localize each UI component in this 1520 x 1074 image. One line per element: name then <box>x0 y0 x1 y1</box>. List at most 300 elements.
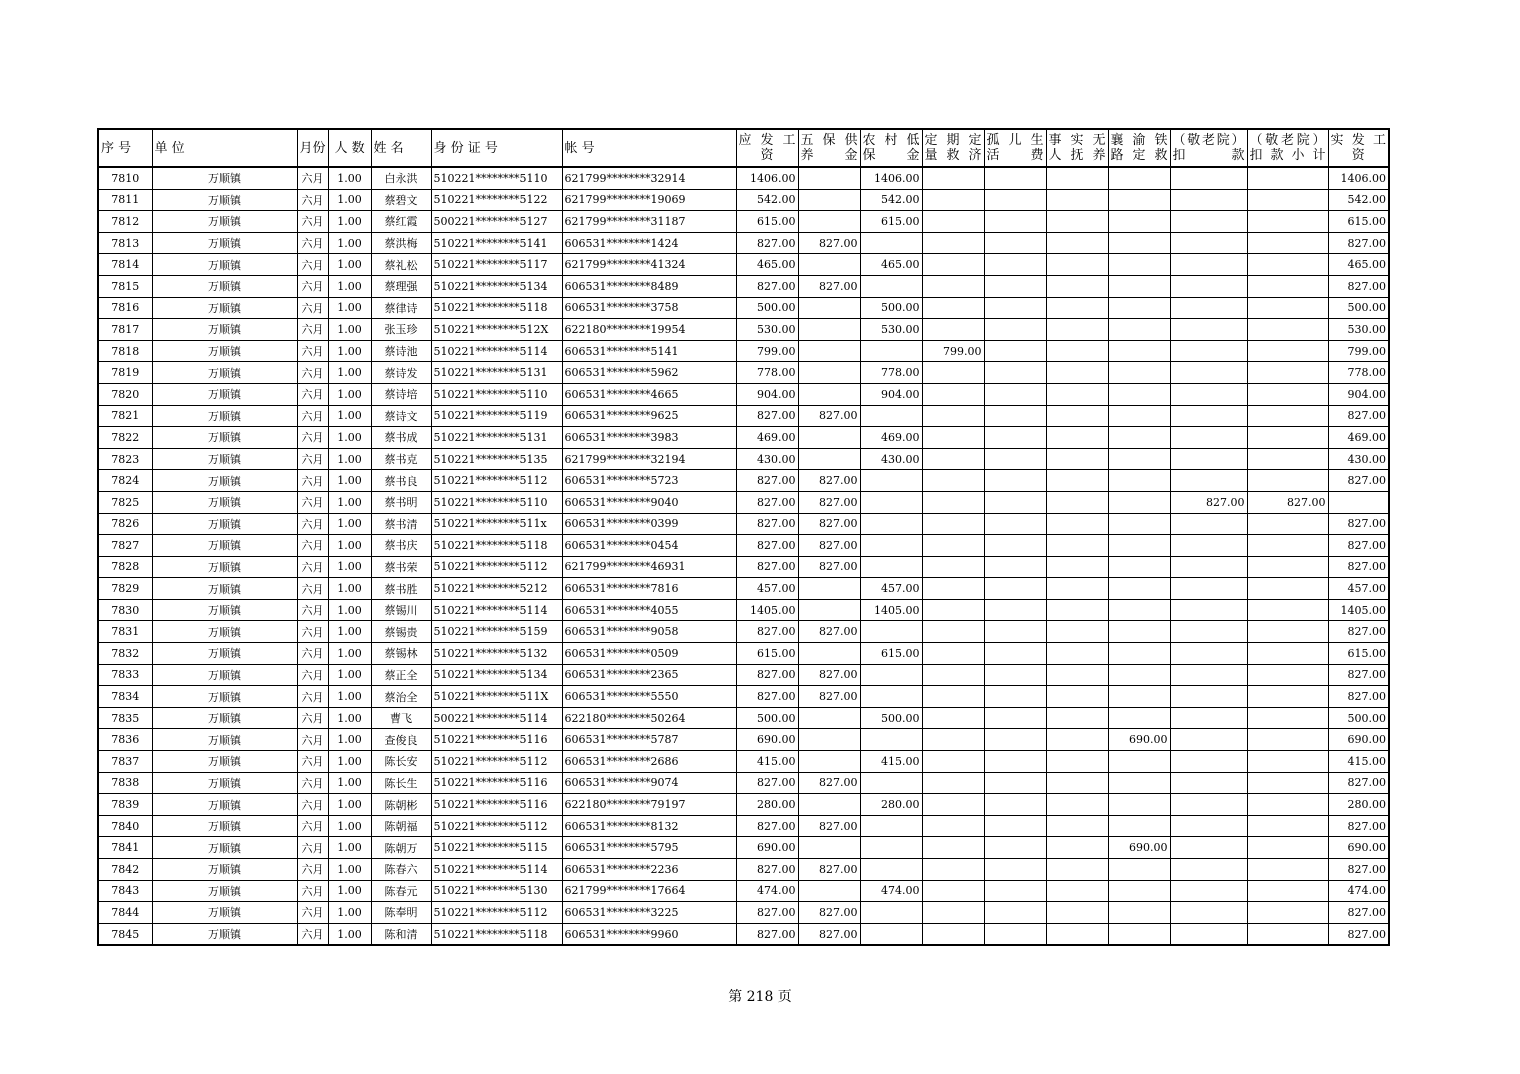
cell-account: 606531********5962 <box>562 362 736 384</box>
cell-relief <box>922 383 984 405</box>
cell-account: 606531********2236 <box>562 859 736 881</box>
header-relief: 定 期 定 量 救 济 <box>922 129 984 167</box>
cell-net-pay: 500.00 <box>1328 707 1389 729</box>
cell-name: 蔡诗培 <box>371 383 431 405</box>
cell-id-number: 510221********5132 <box>431 643 562 665</box>
cell-orphan <box>984 362 1046 384</box>
cell-dibao: 615.00 <box>860 643 922 665</box>
cell-seq: 7822 <box>98 427 152 449</box>
cell-unit: 万顺镇 <box>152 643 297 665</box>
cell-name: 蔡书明 <box>371 491 431 513</box>
cell-wubao <box>798 211 860 233</box>
cell-name: 蔡治全 <box>371 686 431 708</box>
cell-month: 六月 <box>297 470 328 492</box>
cell-dibao <box>860 535 922 557</box>
cell-orphan <box>984 340 1046 362</box>
cell-count: 1.00 <box>328 621 371 643</box>
table-row <box>98 232 1389 254</box>
cell-payable: 827.00 <box>736 686 798 708</box>
cell-unsupported <box>1046 275 1108 297</box>
cell-deduction <box>1170 297 1247 319</box>
cell-relief <box>922 427 984 449</box>
cell-deduction <box>1170 772 1247 794</box>
cell-relief <box>922 578 984 600</box>
cell-unit: 万顺镇 <box>152 535 297 557</box>
cell-net-pay: 615.00 <box>1328 211 1389 233</box>
cell-unit: 万顺镇 <box>152 405 297 427</box>
cell-month: 六月 <box>297 664 328 686</box>
cell-seq: 7833 <box>98 664 152 686</box>
cell-wubao: 827.00 <box>798 621 860 643</box>
cell-payable: 827.00 <box>736 902 798 924</box>
cell-railway <box>1108 621 1170 643</box>
cell-unsupported <box>1046 448 1108 470</box>
cell-railway <box>1108 707 1170 729</box>
cell-deduction <box>1170 362 1247 384</box>
cell-seq: 7821 <box>98 405 152 427</box>
cell-relief <box>922 837 984 859</box>
cell-railway <box>1108 902 1170 924</box>
cell-railway <box>1108 448 1170 470</box>
cell-relief <box>922 535 984 557</box>
cell-unit: 万顺镇 <box>152 448 297 470</box>
cell-seq: 7819 <box>98 362 152 384</box>
cell-relief <box>922 470 984 492</box>
cell-wubao <box>798 448 860 470</box>
header-row <box>98 129 1389 167</box>
cell-relief <box>922 794 984 816</box>
cell-unsupported <box>1046 729 1108 751</box>
cell-dibao: 457.00 <box>860 578 922 600</box>
cell-railway <box>1108 427 1170 449</box>
cell-payable: 690.00 <box>736 729 798 751</box>
cell-deduction <box>1170 621 1247 643</box>
cell-month: 六月 <box>297 578 328 600</box>
cell-name: 陈和清 <box>371 923 431 945</box>
cell-orphan <box>984 751 1046 773</box>
cell-seq: 7823 <box>98 448 152 470</box>
header-unsupported: 事 实 无 人 抚 养 <box>1046 129 1108 167</box>
cell-railway <box>1108 405 1170 427</box>
cell-wubao <box>798 340 860 362</box>
cell-id-number: 500221********5127 <box>431 211 562 233</box>
cell-count: 1.00 <box>328 470 371 492</box>
cell-unsupported <box>1046 578 1108 600</box>
cell-deduction <box>1170 664 1247 686</box>
cell-net-pay: 827.00 <box>1328 232 1389 254</box>
cell-payable: 457.00 <box>736 578 798 600</box>
cell-orphan <box>984 837 1046 859</box>
cell-deduction-subtotal <box>1247 427 1328 449</box>
cell-name: 陈奉明 <box>371 902 431 924</box>
cell-seq: 7812 <box>98 211 152 233</box>
cell-seq: 7844 <box>98 902 152 924</box>
cell-name: 蔡书庆 <box>371 535 431 557</box>
cell-name: 蔡书胜 <box>371 578 431 600</box>
cell-relief <box>922 275 984 297</box>
cell-id-number: 510221********5116 <box>431 772 562 794</box>
cell-railway <box>1108 686 1170 708</box>
cell-account: 606531********9058 <box>562 621 736 643</box>
cell-dibao <box>860 275 922 297</box>
cell-net-pay: 457.00 <box>1328 578 1389 600</box>
cell-count: 1.00 <box>328 189 371 211</box>
cell-orphan <box>984 427 1046 449</box>
cell-wubao <box>798 707 860 729</box>
cell-id-number: 510221********5114 <box>431 340 562 362</box>
cell-account: 606531********9074 <box>562 772 736 794</box>
cell-name: 蔡锡林 <box>371 643 431 665</box>
table-row <box>98 362 1389 384</box>
cell-account: 606531********9960 <box>562 923 736 945</box>
cell-count: 1.00 <box>328 535 371 557</box>
cell-deduction <box>1170 513 1247 535</box>
table-row <box>98 815 1389 837</box>
cell-net-pay: 1406.00 <box>1328 167 1389 189</box>
cell-deduction <box>1170 556 1247 578</box>
cell-relief <box>922 362 984 384</box>
header-payable: 应 发 工 资 <box>736 129 798 167</box>
cell-deduction <box>1170 643 1247 665</box>
cell-deduction-subtotal <box>1247 643 1328 665</box>
cell-month: 六月 <box>297 643 328 665</box>
table-row <box>98 880 1389 902</box>
cell-account: 606531********5723 <box>562 470 736 492</box>
cell-net-pay: 904.00 <box>1328 383 1389 405</box>
welfare-payment-table <box>97 128 1390 946</box>
table-row <box>98 686 1389 708</box>
cell-unit: 万顺镇 <box>152 707 297 729</box>
cell-id-number: 510221********5141 <box>431 232 562 254</box>
cell-deduction-subtotal <box>1247 340 1328 362</box>
table-row <box>98 599 1389 621</box>
cell-name: 陈朝彬 <box>371 794 431 816</box>
cell-account: 606531********0399 <box>562 513 736 535</box>
cell-payable: 827.00 <box>736 621 798 643</box>
cell-orphan <box>984 275 1046 297</box>
cell-net-pay: 690.00 <box>1328 729 1389 751</box>
header-railway: 襄 渝 铁 路 定 救 <box>1108 129 1170 167</box>
cell-orphan <box>984 707 1046 729</box>
cell-month: 六月 <box>297 923 328 945</box>
cell-railway <box>1108 535 1170 557</box>
cell-unsupported <box>1046 664 1108 686</box>
cell-deduction-subtotal <box>1247 254 1328 276</box>
cell-unsupported <box>1046 556 1108 578</box>
cell-seq: 7842 <box>98 859 152 881</box>
cell-seq: 7826 <box>98 513 152 535</box>
cell-wubao <box>798 189 860 211</box>
cell-deduction-subtotal <box>1247 707 1328 729</box>
cell-unsupported <box>1046 794 1108 816</box>
cell-unsupported <box>1046 383 1108 405</box>
cell-unsupported <box>1046 923 1108 945</box>
cell-payable: 415.00 <box>736 751 798 773</box>
cell-month: 六月 <box>297 621 328 643</box>
cell-account: 606531********5787 <box>562 729 736 751</box>
cell-dibao <box>860 556 922 578</box>
cell-orphan <box>984 923 1046 945</box>
cell-count: 1.00 <box>328 340 371 362</box>
cell-name: 陈朝福 <box>371 815 431 837</box>
cell-orphan <box>984 319 1046 341</box>
cell-month: 六月 <box>297 902 328 924</box>
cell-net-pay: 430.00 <box>1328 448 1389 470</box>
cell-id-number: 510221********5112 <box>431 751 562 773</box>
cell-seq: 7838 <box>98 772 152 794</box>
cell-dibao <box>860 837 922 859</box>
cell-relief <box>922 599 984 621</box>
cell-payable: 1405.00 <box>736 599 798 621</box>
cell-deduction <box>1170 686 1247 708</box>
cell-railway <box>1108 232 1170 254</box>
cell-orphan <box>984 254 1046 276</box>
cell-relief <box>922 686 984 708</box>
cell-account: 621799********31187 <box>562 211 736 233</box>
cell-month: 六月 <box>297 859 328 881</box>
cell-payable: 615.00 <box>736 211 798 233</box>
cell-railway <box>1108 578 1170 600</box>
cell-payable: 827.00 <box>736 491 798 513</box>
cell-month: 六月 <box>297 599 328 621</box>
cell-name: 蔡锡川 <box>371 599 431 621</box>
cell-deduction <box>1170 815 1247 837</box>
cell-unsupported <box>1046 297 1108 319</box>
cell-id-number: 510221********5112 <box>431 902 562 924</box>
cell-name: 蔡锡贵 <box>371 621 431 643</box>
cell-net-pay: 415.00 <box>1328 751 1389 773</box>
cell-seq: 7816 <box>98 297 152 319</box>
cell-account: 622180********79197 <box>562 794 736 816</box>
cell-dibao: 778.00 <box>860 362 922 384</box>
cell-name: 陈春元 <box>371 880 431 902</box>
cell-net-pay: 690.00 <box>1328 837 1389 859</box>
cell-payable: 280.00 <box>736 794 798 816</box>
cell-name: 张玉珍 <box>371 319 431 341</box>
cell-seq: 7827 <box>98 535 152 557</box>
cell-unit: 万顺镇 <box>152 751 297 773</box>
cell-railway <box>1108 923 1170 945</box>
cell-account: 621799********19069 <box>562 189 736 211</box>
cell-orphan <box>984 383 1046 405</box>
cell-orphan <box>984 491 1046 513</box>
cell-deduction-subtotal <box>1247 211 1328 233</box>
cell-railway <box>1108 340 1170 362</box>
cell-net-pay: 542.00 <box>1328 189 1389 211</box>
cell-deduction <box>1170 837 1247 859</box>
cell-orphan <box>984 686 1046 708</box>
cell-name: 陈长安 <box>371 751 431 773</box>
cell-unit: 万顺镇 <box>152 578 297 600</box>
cell-wubao <box>798 643 860 665</box>
cell-relief <box>922 491 984 513</box>
cell-net-pay: 530.00 <box>1328 319 1389 341</box>
cell-count: 1.00 <box>328 254 371 276</box>
table-row <box>98 340 1389 362</box>
cell-name: 蔡书清 <box>371 513 431 535</box>
cell-account: 606531********0509 <box>562 643 736 665</box>
header-month: 月份 <box>297 129 328 167</box>
cell-railway <box>1108 599 1170 621</box>
cell-deduction-subtotal <box>1247 167 1328 189</box>
cell-deduction <box>1170 599 1247 621</box>
cell-unit: 万顺镇 <box>152 923 297 945</box>
cell-month: 六月 <box>297 794 328 816</box>
cell-deduction-subtotal <box>1247 880 1328 902</box>
cell-payable: 827.00 <box>736 815 798 837</box>
cell-count: 1.00 <box>328 729 371 751</box>
cell-deduction <box>1170 275 1247 297</box>
cell-orphan <box>984 448 1046 470</box>
cell-count: 1.00 <box>328 837 371 859</box>
cell-name: 蔡书良 <box>371 470 431 492</box>
cell-month: 六月 <box>297 275 328 297</box>
cell-account: 606531********7816 <box>562 578 736 600</box>
cell-id-number: 510221********5159 <box>431 621 562 643</box>
cell-relief <box>922 923 984 945</box>
cell-id-number: 510221********5118 <box>431 535 562 557</box>
cell-name: 陈朝万 <box>371 837 431 859</box>
cell-unsupported <box>1046 189 1108 211</box>
cell-month: 六月 <box>297 815 328 837</box>
cell-wubao <box>798 319 860 341</box>
cell-month: 六月 <box>297 232 328 254</box>
cell-account: 606531********9040 <box>562 491 736 513</box>
cell-id-number: 510221********5212 <box>431 578 562 600</box>
cell-count: 1.00 <box>328 556 371 578</box>
cell-payable: 827.00 <box>736 405 798 427</box>
cell-unsupported <box>1046 362 1108 384</box>
cell-dibao: 465.00 <box>860 254 922 276</box>
cell-count: 1.00 <box>328 491 371 513</box>
cell-month: 六月 <box>297 535 328 557</box>
cell-wubao <box>798 751 860 773</box>
cell-payable: 827.00 <box>736 535 798 557</box>
cell-net-pay <box>1328 491 1389 513</box>
cell-deduction-subtotal <box>1247 599 1328 621</box>
cell-unsupported <box>1046 837 1108 859</box>
cell-payable: 1406.00 <box>736 167 798 189</box>
cell-net-pay: 827.00 <box>1328 275 1389 297</box>
header-wubao: 五 保 供 养 金 <box>798 129 860 167</box>
cell-name: 蔡书克 <box>371 448 431 470</box>
cell-month: 六月 <box>297 383 328 405</box>
cell-railway: 690.00 <box>1108 729 1170 751</box>
cell-month: 六月 <box>297 686 328 708</box>
cell-unit: 万顺镇 <box>152 427 297 449</box>
cell-name: 白永洪 <box>371 167 431 189</box>
cell-id-number: 510221********5114 <box>431 599 562 621</box>
cell-id-number: 510221********5135 <box>431 448 562 470</box>
cell-deduction-subtotal <box>1247 859 1328 881</box>
table-row <box>98 167 1389 189</box>
cell-seq: 7832 <box>98 643 152 665</box>
cell-month: 六月 <box>297 491 328 513</box>
cell-deduction <box>1170 232 1247 254</box>
cell-month: 六月 <box>297 405 328 427</box>
cell-relief <box>922 232 984 254</box>
table-row <box>98 859 1389 881</box>
cell-month: 六月 <box>297 167 328 189</box>
cell-deduction-subtotal <box>1247 815 1328 837</box>
cell-seq: 7840 <box>98 815 152 837</box>
cell-account: 606531********5550 <box>562 686 736 708</box>
cell-deduction-subtotal <box>1247 448 1328 470</box>
cell-unsupported <box>1046 319 1108 341</box>
cell-relief <box>922 189 984 211</box>
cell-unsupported <box>1046 491 1108 513</box>
cell-payable: 778.00 <box>736 362 798 384</box>
cell-deduction-subtotal <box>1247 232 1328 254</box>
cell-unit: 万顺镇 <box>152 556 297 578</box>
cell-railway <box>1108 491 1170 513</box>
cell-name: 蔡碧文 <box>371 189 431 211</box>
cell-railway <box>1108 211 1170 233</box>
cell-id-number: 510221********5116 <box>431 794 562 816</box>
cell-account: 606531********3758 <box>562 297 736 319</box>
cell-unit: 万顺镇 <box>152 815 297 837</box>
cell-count: 1.00 <box>328 362 371 384</box>
cell-payable: 827.00 <box>736 470 798 492</box>
table-row <box>98 297 1389 319</box>
cell-seq: 7837 <box>98 751 152 773</box>
cell-month: 六月 <box>297 751 328 773</box>
cell-railway <box>1108 189 1170 211</box>
cell-net-pay: 827.00 <box>1328 686 1389 708</box>
cell-month: 六月 <box>297 448 328 470</box>
cell-unit: 万顺镇 <box>152 772 297 794</box>
cell-deduction <box>1170 535 1247 557</box>
cell-unsupported <box>1046 427 1108 449</box>
cell-unsupported <box>1046 880 1108 902</box>
cell-deduction-subtotal <box>1247 902 1328 924</box>
cell-orphan <box>984 470 1046 492</box>
cell-seq: 7814 <box>98 254 152 276</box>
cell-unsupported <box>1046 621 1108 643</box>
cell-deduction-subtotal <box>1247 621 1328 643</box>
cell-name: 蔡律诗 <box>371 297 431 319</box>
cell-orphan <box>984 405 1046 427</box>
cell-dibao <box>860 340 922 362</box>
cell-account: 606531********9625 <box>562 405 736 427</box>
cell-seq: 7820 <box>98 383 152 405</box>
cell-wubao: 827.00 <box>798 513 860 535</box>
cell-railway <box>1108 362 1170 384</box>
cell-payable: 827.00 <box>736 232 798 254</box>
cell-month: 六月 <box>297 772 328 794</box>
cell-account: 606531********0454 <box>562 535 736 557</box>
cell-dibao <box>860 405 922 427</box>
cell-relief <box>922 815 984 837</box>
page-number: 第 218 页 <box>728 989 792 1005</box>
table-row <box>98 405 1389 427</box>
cell-seq: 7825 <box>98 491 152 513</box>
cell-name: 蔡诗池 <box>371 340 431 362</box>
cell-unit: 万顺镇 <box>152 275 297 297</box>
table-row <box>98 621 1389 643</box>
cell-id-number: 510221********5130 <box>431 880 562 902</box>
cell-dibao <box>860 232 922 254</box>
cell-account: 621799********32194 <box>562 448 736 470</box>
cell-month: 六月 <box>297 556 328 578</box>
cell-id-number: 510221********5110 <box>431 383 562 405</box>
cell-deduction <box>1170 923 1247 945</box>
cell-unit: 万顺镇 <box>152 621 297 643</box>
cell-deduction <box>1170 448 1247 470</box>
cell-deduction-subtotal <box>1247 664 1328 686</box>
cell-id-number: 510221********5134 <box>431 275 562 297</box>
table-row <box>98 491 1389 513</box>
